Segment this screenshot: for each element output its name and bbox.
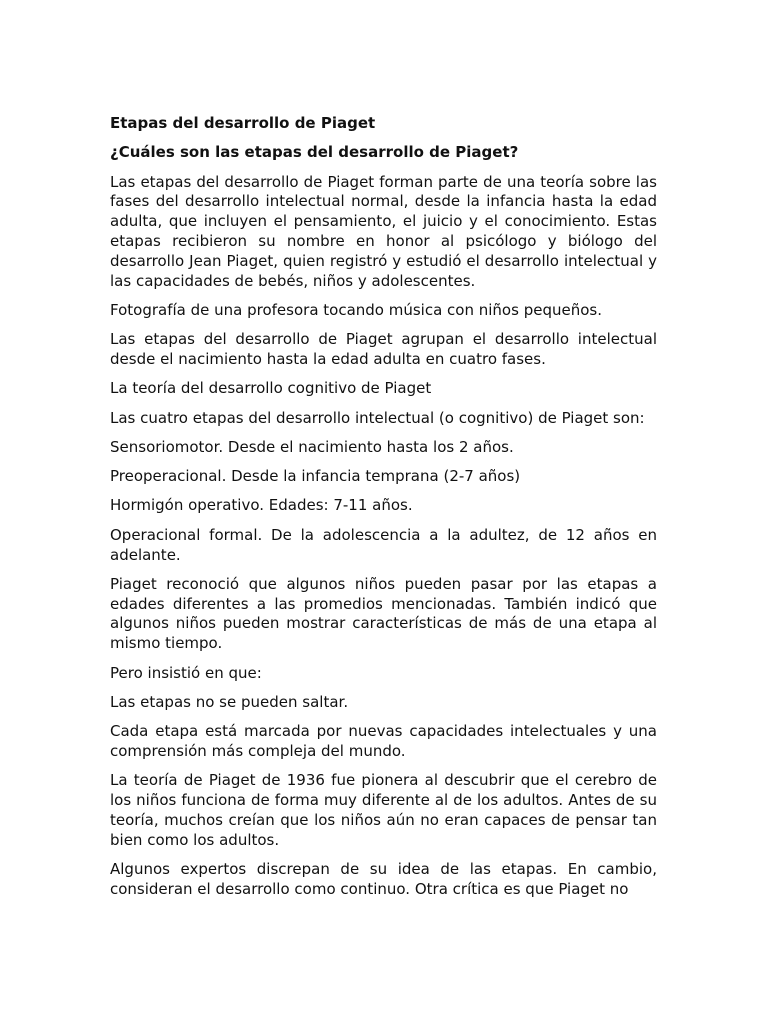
paragraph-variation: Piaget reconoció que algunos niños pueden pasar por las etapas a edades diferentes a las promedios mencionadas. También indicó que algunos niños pueden mostrar características de más de una etapa al mismo tiempo. [110, 574, 657, 653]
paragraph-four-stages: Las cuatro etapas del desarrollo intelectual (o cognitivo) de Piaget son: [110, 408, 645, 427]
paragraph-insisted: Pero insistió en que: [110, 663, 262, 682]
paragraph-intro: Las etapas del desarrollo de Piaget forman parte de una teoría sobre las fases del desarrollo intelectual normal, desde la infancia hasta la edad adulta, que incluyen el pensamiento, el juicio y el conocimiento. Estas etapas recibieron su nombre en honor al psicólogo y biólogo del desarrollo Jean Piaget, quien registró y estudió el desarrollo intelectual y las capacidades de bebés, niños y adolescentes. [110, 172, 657, 290]
paragraph-stage-sensorimotor: Sensoriomotor. Desde el nacimiento hasta los 2 años. [110, 437, 514, 456]
document-page [110, 114, 657, 909]
paragraph-stage-preoperational: Preoperacional. Desde la infancia temprana (2-7 años) [110, 467, 521, 486]
paragraph-phases: Las etapas del desarrollo de Piaget agrupan el desarrollo intelectual desde el nacimiento hasta la edad adulta en cuatro fases. [110, 330, 657, 368]
paragraph-criticism: Algunos expertos discrepan de su idea de las etapas. En cambio, consideran el desarrollo como continuo. Otra crítica es que Piaget no [110, 859, 657, 898]
paragraph-theory-heading: La teoría del desarrollo cognitivo de Piaget [110, 379, 432, 398]
paragraph-new-abilities: Cada etapa está marcada por nuevas capacidades intelectuales y una comprensión más compleja del mundo. [110, 722, 657, 760]
document-title: Etapas del desarrollo de Piaget [110, 114, 376, 132]
paragraph-stage-concrete: Hormigón operativo. Edades: 7-11 años. [110, 496, 413, 515]
paragraph-1936-theory: La teoría de Piaget de 1936 fue pionera al descubrir que el cerebro de los niños funciona de forma muy diferente al de los adultos. Antes de su teoría, muchos creían que los niños aún no eran capaces de pensar tan bien como los adultos. [110, 771, 657, 849]
paragraph-stage-formal: Operacional formal. De la adolescencia a la adultez, de 12 años en adelante. [110, 525, 657, 564]
paragraph-photo-caption: Fotografía de una profesora tocando música con niños pequeños. [110, 300, 602, 319]
document-subtitle: ¿Cuáles son las etapas del desarrollo de Piaget? [110, 143, 519, 162]
paragraph-no-skipping: Las etapas no se pueden saltar. [110, 692, 349, 711]
